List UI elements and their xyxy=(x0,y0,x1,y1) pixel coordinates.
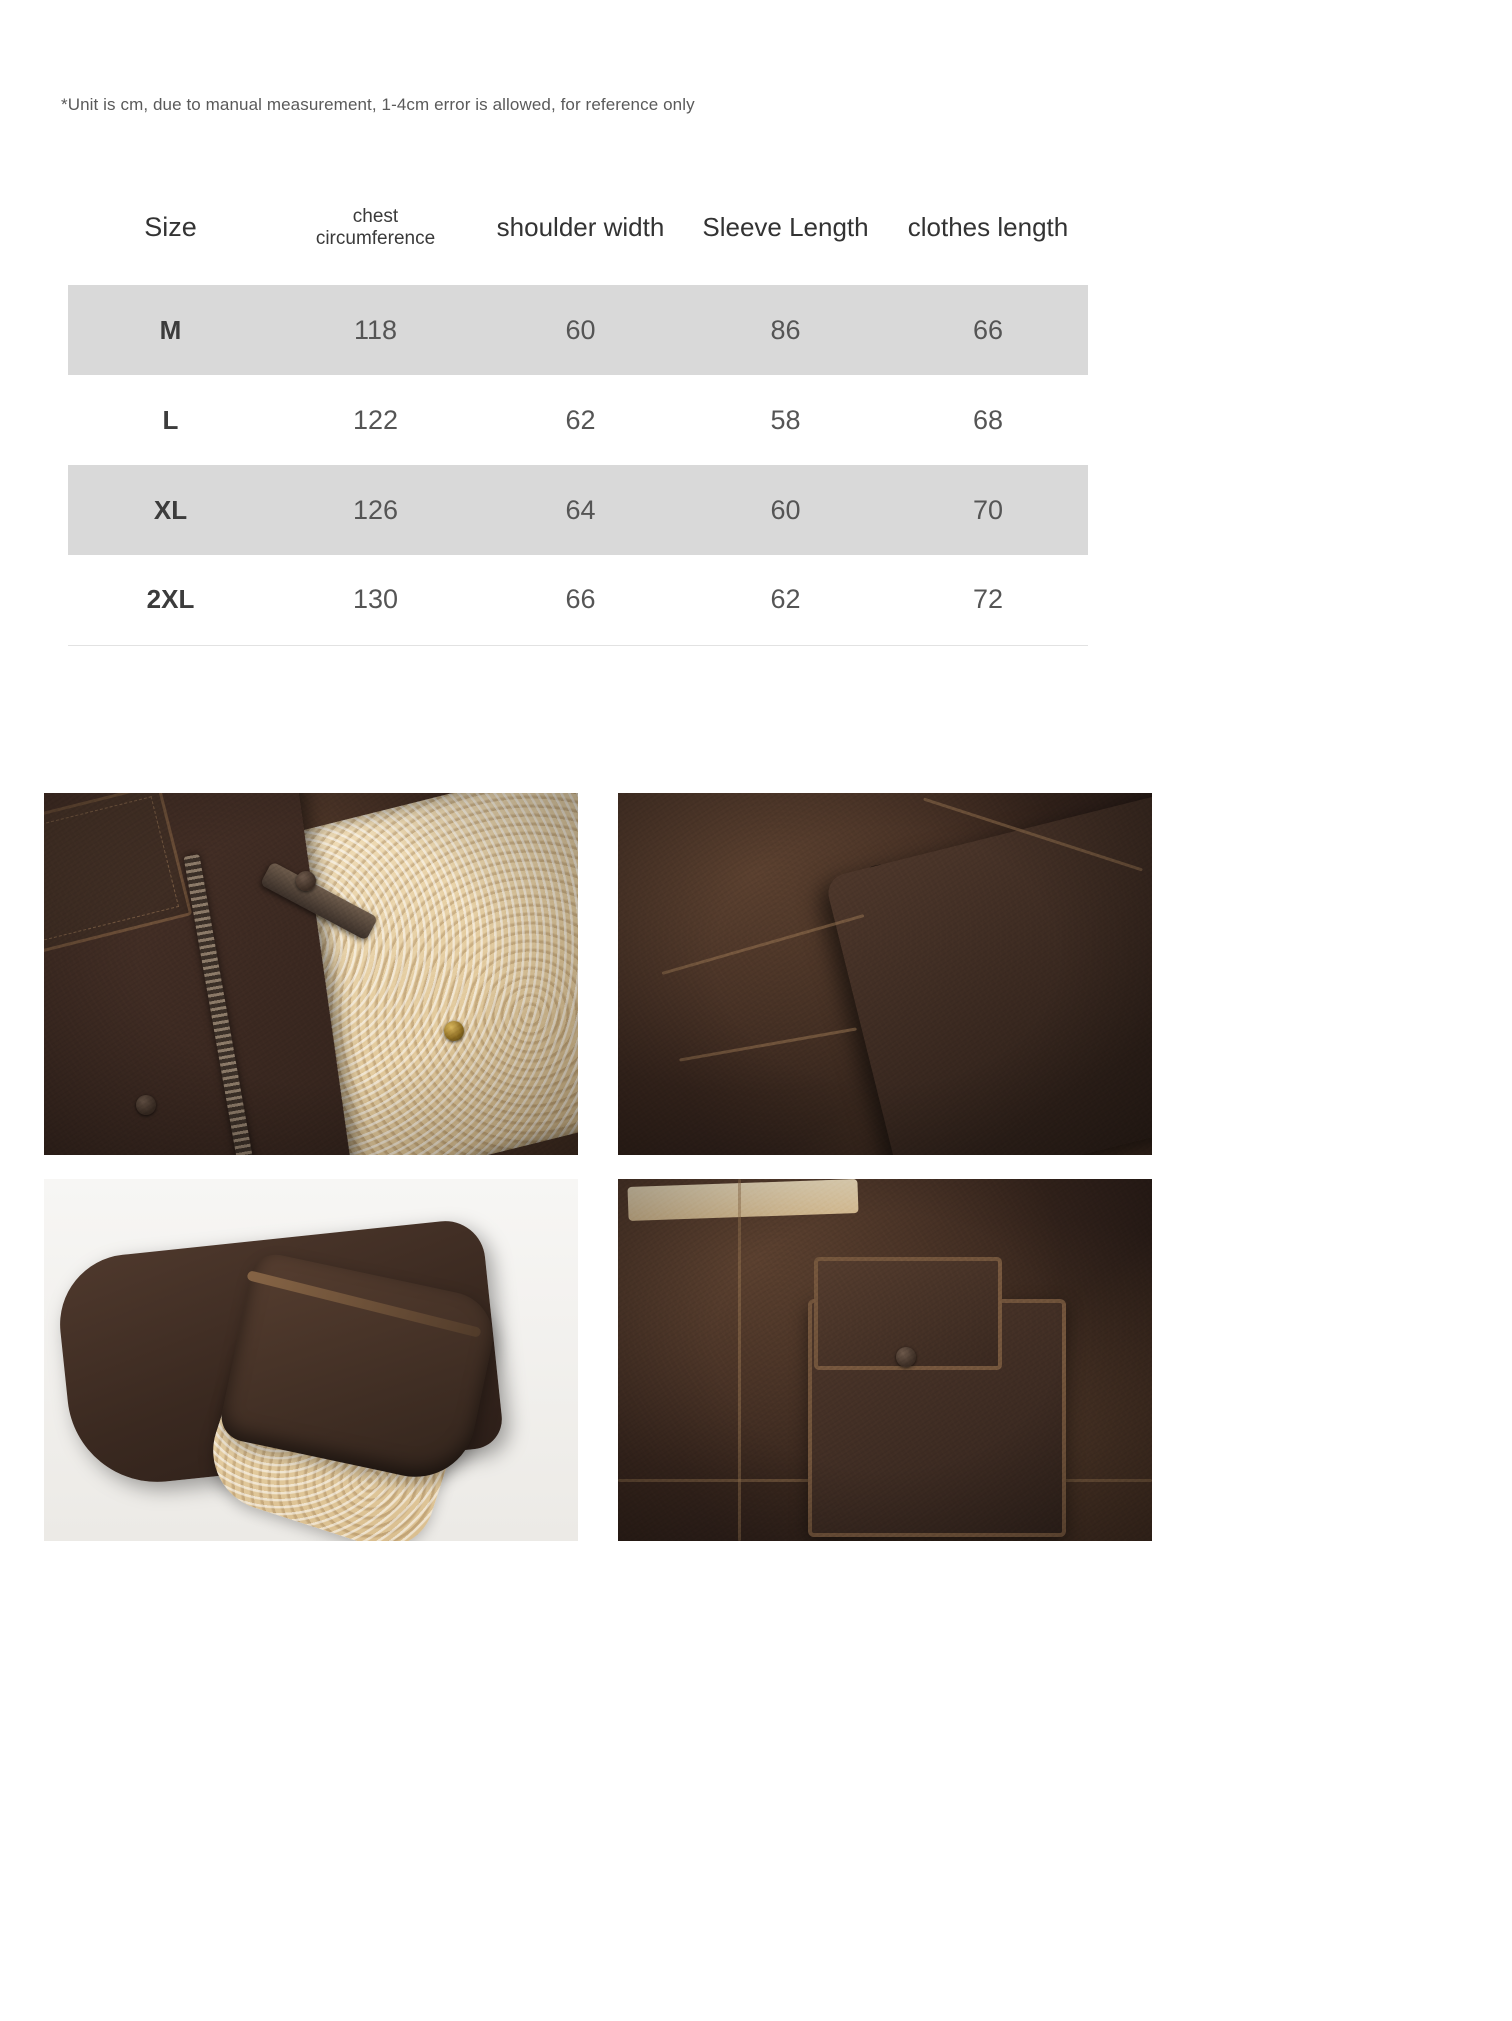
size-chart-table xyxy=(68,170,1088,646)
cell-length: 66 xyxy=(972,314,1004,345)
cell-shoulder: 64 xyxy=(565,494,596,525)
column-header-size: Size xyxy=(144,212,197,242)
cell-size: M xyxy=(159,314,182,345)
photo-zipper-fleece-detail xyxy=(44,793,578,1155)
leather-grain-overlay xyxy=(618,793,1152,1155)
table-row xyxy=(68,465,1088,555)
size-chart-body xyxy=(68,285,1088,645)
cell-sleeve: 62 xyxy=(683,555,888,645)
photo-pocket-opening-detail xyxy=(618,793,1152,1155)
cell-length: 70 xyxy=(972,494,1004,525)
cell-chest: 122 xyxy=(352,404,399,435)
column-header-chest xyxy=(273,170,478,285)
cell-sleeve: 60 xyxy=(770,494,801,525)
photo-chest-pocket-detail xyxy=(618,1179,1152,1541)
cell-shoulder: 66 xyxy=(478,555,683,645)
cell-chest: 126 xyxy=(352,494,399,525)
column-header-chest-line2: circumference xyxy=(315,227,436,249)
leather-grain-overlay xyxy=(618,1179,1152,1541)
cell-size: 2XL xyxy=(68,555,273,645)
table-row xyxy=(68,555,1088,645)
cell-sleeve: 58 xyxy=(770,404,801,435)
photo-cuff-fleece-detail xyxy=(44,1179,578,1541)
column-header-sleeve: Sleeve Length xyxy=(702,212,869,242)
product-detail-photo-grid xyxy=(44,793,1468,1541)
cell-chest: 118 xyxy=(353,314,398,345)
measurement-disclaimer: *Unit is cm, due to manual measurement, 1-4cm error is allowed, for reference only xyxy=(61,95,695,114)
column-header-shoulder: shoulder width xyxy=(496,212,665,242)
size-chart-header xyxy=(68,170,1088,285)
cell-size: XL xyxy=(153,494,188,525)
cell-shoulder: 60 xyxy=(565,314,596,345)
leather-grain-overlay xyxy=(44,793,578,1155)
cell-length: 72 xyxy=(888,555,1088,645)
cell-size: L xyxy=(162,404,179,435)
cell-chest: 130 xyxy=(273,555,478,645)
table-row xyxy=(68,285,1088,375)
cell-shoulder: 62 xyxy=(565,404,596,435)
column-header-chest-line1: chest xyxy=(352,205,399,227)
table-row xyxy=(68,375,1088,465)
cell-sleeve: 86 xyxy=(770,314,801,345)
cell-length: 68 xyxy=(972,404,1004,435)
column-header-length: clothes length xyxy=(907,212,1069,242)
table-header-row xyxy=(68,170,1088,285)
